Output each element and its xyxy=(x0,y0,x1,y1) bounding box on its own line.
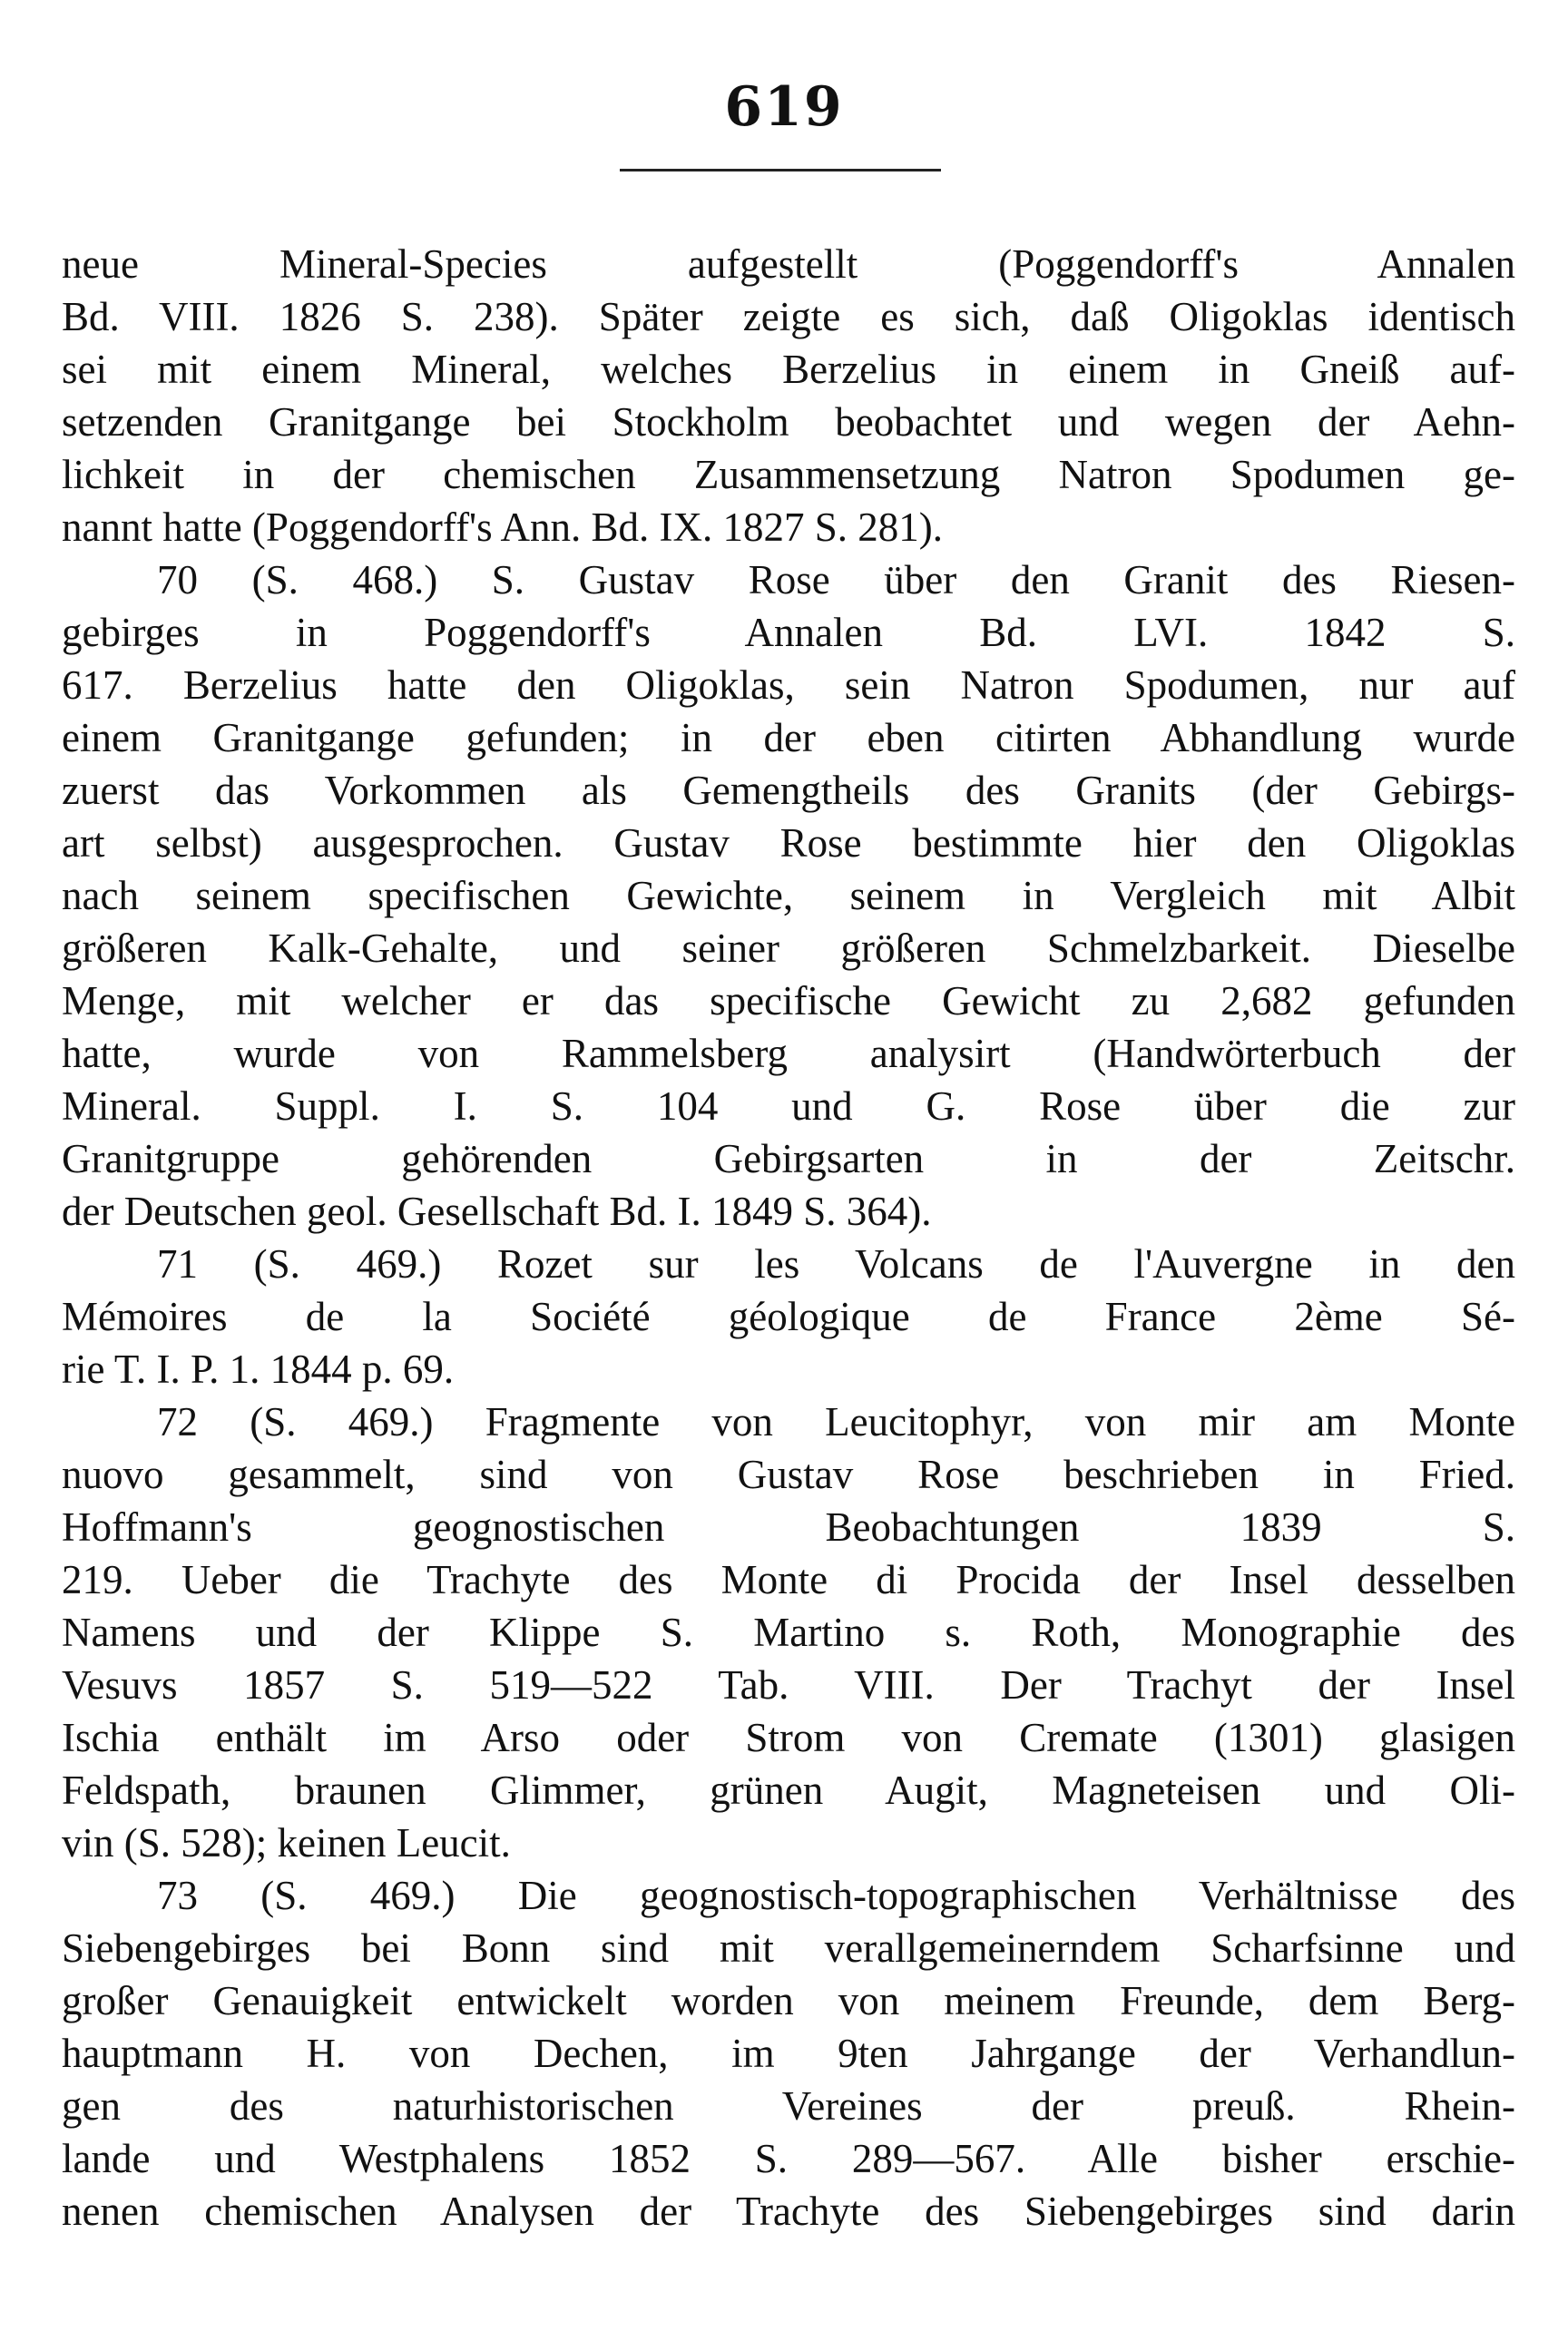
text-line: hatte, wurde von Rammelsberg analysirt (Handwörterbuch der xyxy=(62,1031,1515,1076)
text-line: einem Granitgange gefunden; in der eben citirten Abhandlung wurde xyxy=(62,715,1515,760)
text-line: großer Genauigkeit entwickelt worden von meinem Freunde, dem Berg- xyxy=(62,1978,1515,2023)
text-line: nenen chemischen Analysen der Trachyte des Siebengebirges sind darin xyxy=(62,2189,1515,2234)
footnote-start-line: 70 (S. 468.) S. Gustav Rose über den Granit des Riesen- xyxy=(157,557,1515,602)
text-line: der Deutschen geol. Gesellschaft Bd. I. 1849 S. 364). xyxy=(62,1189,932,1234)
text-line: Ischia enthält im Arso oder Strom von Cremate (1301) glasigen xyxy=(62,1715,1515,1760)
text-line: nannt hatte (Poggendorff's Ann. Bd. IX. 1827 S. 281). xyxy=(62,504,943,550)
text-line: nuovo gesammelt, sind von Gustav Rose beschrieben in Fried. xyxy=(62,1452,1515,1497)
footnote-start-line: 73 (S. 469.) Die geognostisch-topographischen Verhältnisse des xyxy=(157,1873,1515,1918)
text-line: Hoffmann's geognostischen Beobachtungen 1839 S. xyxy=(62,1504,1515,1550)
text-line: Mémoires de la Société géologique de France 2ème Sé- xyxy=(62,1294,1515,1339)
text-line: 219. Ueber die Trachyte des Monte di Procida der Insel desselben xyxy=(62,1557,1515,1602)
text-line: 617. Berzelius hatte den Oligoklas, sein Natron Spodumen, nur auf xyxy=(62,662,1515,708)
text-line: gebirges in Poggendorff's Annalen Bd. LVI. 1842 S. xyxy=(62,610,1515,655)
text-line: Menge, mit welcher er das specifische Gewicht zu 2,682 gefunden xyxy=(62,978,1515,1024)
footnote-start-line: 71 (S. 469.) Rozet sur les Volcans de l'Auvergne in den xyxy=(157,1241,1515,1287)
text-line: Granitgruppe gehörenden Gebirgsarten in der Zeitschr. xyxy=(62,1136,1515,1181)
text-line: zuerst das Vorkommen als Gemengtheils des Granits (der Gebirgs- xyxy=(62,768,1515,813)
text-line: setzenden Granitgange bei Stockholm beobachtet und wegen der Aehn- xyxy=(62,399,1515,445)
text-line: art selbst) ausgesprochen. Gustav Rose bestimmte hier den Oligoklas xyxy=(62,820,1515,866)
footnotes-text xyxy=(62,238,1515,2238)
text-line: lichkeit in der chemischen Zusammensetzung Natron Spodumen ge- xyxy=(62,452,1515,497)
text-line: vin (S. 528); keinen Leucit. xyxy=(62,1820,511,1866)
text-line: nach seinem specifischen Gewichte, seinem in Vergleich mit Albit xyxy=(62,873,1515,918)
text-line: Vesuvs 1857 S. 519—522 Tab. VIII. Der Trachyt der Insel xyxy=(62,1662,1515,1708)
text-line: Siebengebirges bei Bonn sind mit verallgemeinerndem Scharfsinne und xyxy=(62,1925,1515,1971)
text-line: lande und Westphalens 1852 S. 289—567. Alle bisher erschie- xyxy=(62,2136,1515,2181)
text-line: Bd. VIII. 1826 S. 238). Später zeigte es sich, daß Oligoklas identisch xyxy=(62,294,1515,339)
text-line: hauptmann H. von Dechen, im 9ten Jahrgange der Verhandlun- xyxy=(62,2031,1515,2076)
text-line: rie T. I. P. 1. 1844 p. 69. xyxy=(62,1347,455,1392)
page-number: 619 xyxy=(724,75,844,139)
text-line: Feldspath, braunen Glimmer, grünen Augit, Magneteisen und Oli- xyxy=(62,1768,1515,1813)
text-line: gen des naturhistorischen Vereines der preuß. Rhein- xyxy=(62,2083,1515,2129)
text-line: neue Mineral-Species aufgestellt (Poggendorff's Annalen xyxy=(62,241,1515,287)
text-line: größeren Kalk-Gehalte, und seiner größeren Schmelzbarkeit. Dieselbe xyxy=(62,926,1515,971)
text-line: Mineral. Suppl. I. S. 104 und G. Rose über die zur xyxy=(62,1083,1515,1129)
footnote-start-line: 72 (S. 469.) Fragmente von Leucitophyr, von mir am Monte xyxy=(157,1399,1515,1445)
text-line: sei mit einem Mineral, welches Berzelius in einem in Gneiß auf- xyxy=(62,347,1515,392)
header-rule xyxy=(620,169,941,171)
text-line: Namens und der Klippe S. Martino s. Roth, Monographie des xyxy=(62,1610,1515,1655)
